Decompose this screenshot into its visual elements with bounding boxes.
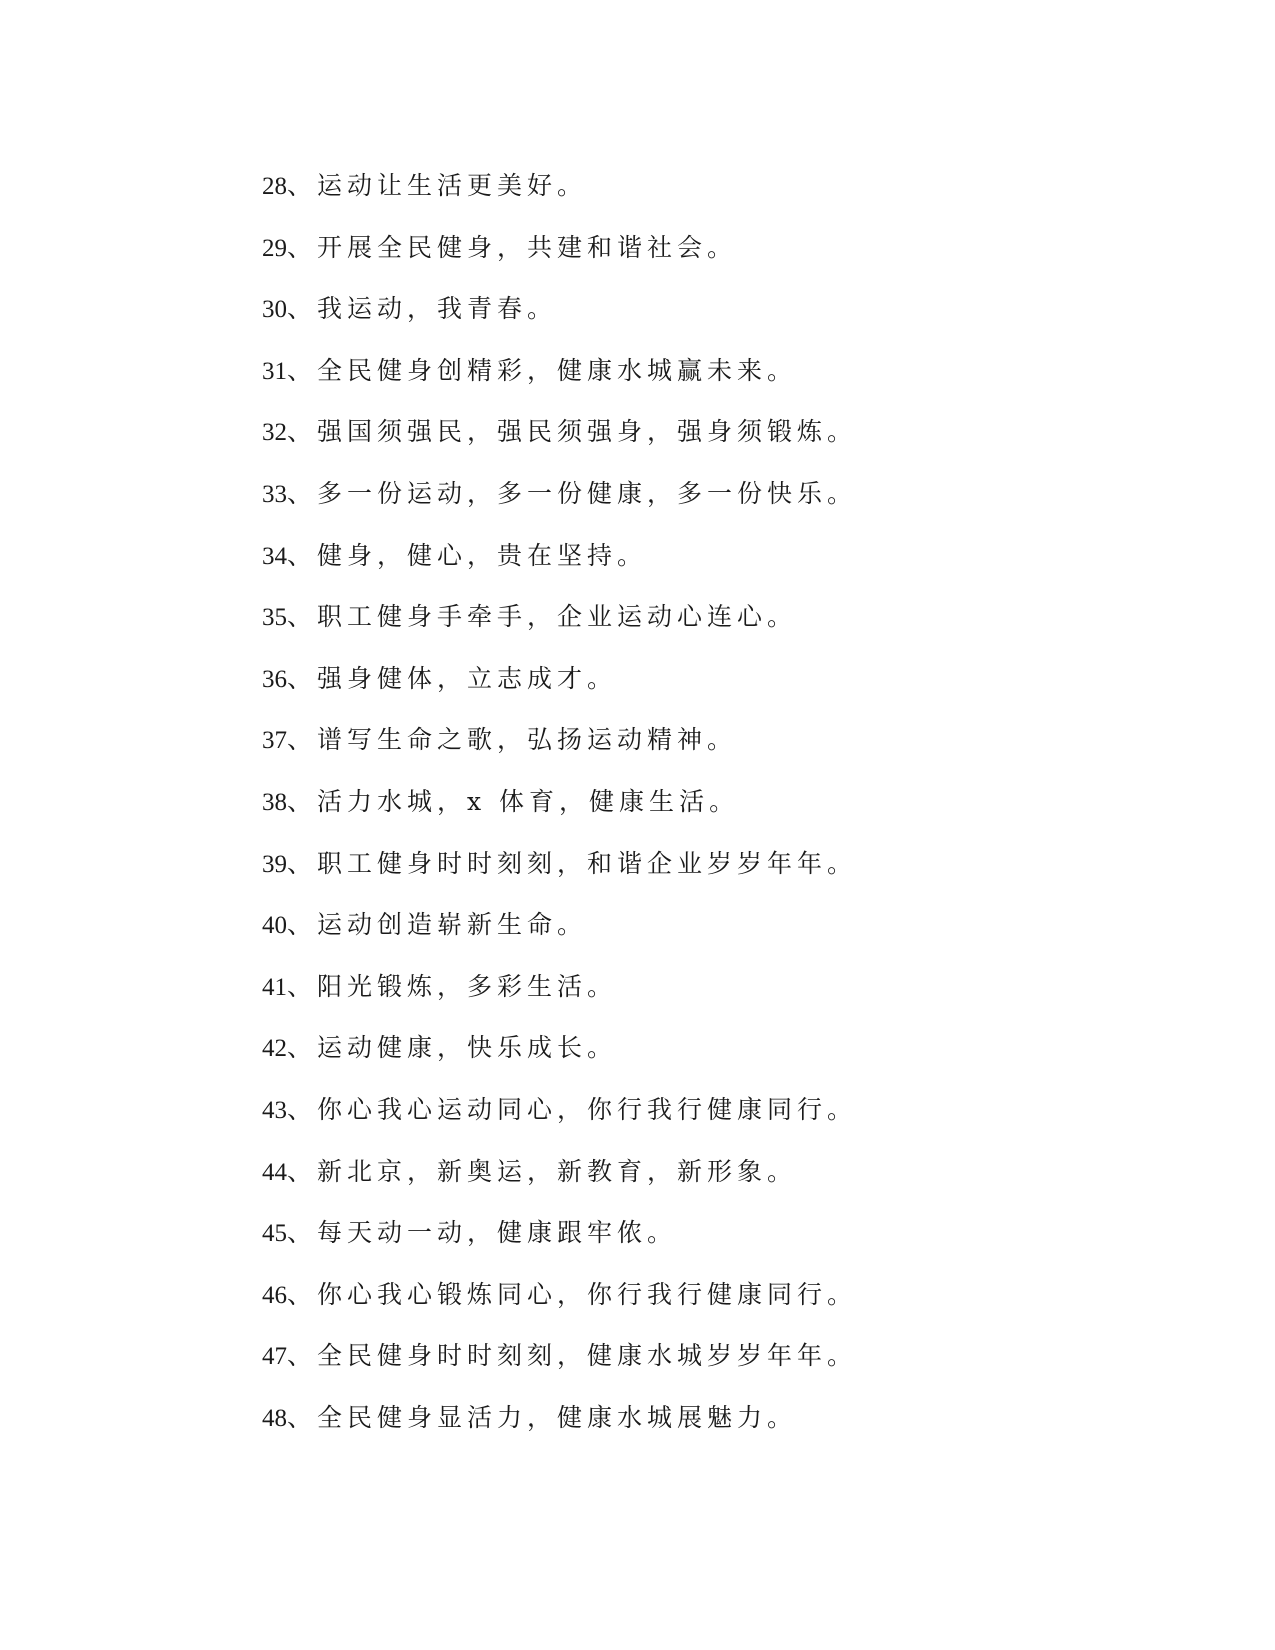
item-text: 活力水城，x 体育，健康生活。 <box>317 786 740 816</box>
list-item <box>262 968 857 1030</box>
list-item <box>262 1091 857 1153</box>
item-number: 35 <box>262 604 287 632</box>
item-number: 44 <box>262 1158 287 1186</box>
item-number: 39 <box>262 850 287 878</box>
item-separator: 、 <box>287 725 318 755</box>
item-separator: 、 <box>287 1402 318 1432</box>
item-separator: 、 <box>287 478 318 508</box>
list-item <box>262 167 857 229</box>
item-number: 47 <box>262 1343 287 1371</box>
list-item <box>262 783 857 845</box>
item-text: 谱写生命之歌，弘扬运动精神。 <box>317 725 738 755</box>
list-item <box>262 660 857 722</box>
item-separator: 、 <box>287 294 318 324</box>
item-text: 运动让生活更美好。 <box>317 171 588 200</box>
item-separator: 、 <box>287 1218 318 1248</box>
list-item <box>262 475 857 537</box>
item-separator: 、 <box>287 663 318 693</box>
item-text: 运动健康，快乐成长。 <box>317 1033 618 1063</box>
item-number: 43 <box>262 1096 287 1124</box>
item-separator: 、 <box>287 1156 318 1186</box>
item-number: 42 <box>262 1035 287 1063</box>
item-number: 40 <box>262 912 287 940</box>
item-separator: 、 <box>287 417 318 447</box>
item-text: 全民健身显活力，健康水城展魅力。 <box>317 1402 798 1432</box>
list-item <box>262 598 857 660</box>
item-separator: 、 <box>287 602 318 632</box>
list-item <box>262 413 857 475</box>
item-number: 48 <box>262 1404 287 1432</box>
item-text: 全民健身创精彩，健康水城赢未来。 <box>317 355 798 385</box>
item-separator: 、 <box>287 540 318 570</box>
item-separator: 、 <box>287 1279 318 1309</box>
list-item <box>262 290 857 352</box>
item-number: 46 <box>262 1281 287 1309</box>
item-text: 职工健身时时刻刻，和谐企业岁岁年年。 <box>317 848 858 878</box>
item-text: 每天动一动，健康跟牢侬。 <box>317 1218 678 1248</box>
item-separator: 、 <box>287 232 318 262</box>
item-separator: 、 <box>287 971 318 1001</box>
item-separator: 、 <box>287 910 318 940</box>
item-number: 28 <box>262 173 287 200</box>
item-separator: 、 <box>287 848 318 878</box>
item-text: 强国须强民，强民须强身，强身须锻炼。 <box>317 417 858 447</box>
item-text: 多一份运动，多一份健康，多一份快乐。 <box>317 478 858 508</box>
item-number: 38 <box>262 788 287 816</box>
list-item <box>262 1337 857 1399</box>
item-text: 职工健身手牵手，企业运动心连心。 <box>317 602 798 632</box>
item-text: 新北京，新奥运，新教育，新形象。 <box>317 1156 798 1186</box>
list-item <box>262 229 857 291</box>
item-number: 29 <box>262 234 287 262</box>
item-number: 36 <box>262 665 287 693</box>
item-text: 你心我心运动同心，你行我行健康同行。 <box>317 1094 858 1124</box>
item-number: 41 <box>262 973 287 1001</box>
list-item <box>262 1153 857 1215</box>
list-item <box>262 1276 857 1338</box>
item-text: 阳光锻炼，多彩生活。 <box>317 971 618 1001</box>
list-item <box>262 1029 857 1091</box>
item-number: 32 <box>262 419 287 447</box>
list-item <box>262 537 857 599</box>
item-text: 我运动，我青春。 <box>317 294 558 324</box>
list-item <box>262 1214 857 1276</box>
item-text: 健身，健心，贵在坚持。 <box>317 540 648 570</box>
item-text: 你心我心锻炼同心，你行我行健康同行。 <box>317 1279 858 1309</box>
list-item <box>262 906 857 968</box>
item-number: 30 <box>262 296 287 324</box>
item-number: 37 <box>262 727 287 755</box>
item-separator: 、 <box>287 171 318 200</box>
item-number: 34 <box>262 542 287 570</box>
item-number: 33 <box>262 480 287 508</box>
item-text: 全民健身时时刻刻，健康水城岁岁年年。 <box>317 1341 858 1371</box>
item-number: 45 <box>262 1220 287 1248</box>
item-number: 31 <box>262 357 287 385</box>
item-text: 强身健体，立志成才。 <box>317 663 618 693</box>
item-text: 开展全民健身，共建和谐社会。 <box>317 232 738 262</box>
list-item <box>262 721 857 783</box>
list-item <box>262 352 857 414</box>
list-item <box>262 1399 857 1461</box>
item-separator: 、 <box>287 1094 318 1124</box>
item-text: 运动创造崭新生命。 <box>317 910 588 940</box>
slogan-list <box>262 167 857 1460</box>
item-separator: 、 <box>287 1033 318 1063</box>
list-item <box>262 845 857 907</box>
item-separator: 、 <box>287 355 318 385</box>
item-separator: 、 <box>287 786 318 816</box>
item-separator: 、 <box>287 1341 318 1371</box>
